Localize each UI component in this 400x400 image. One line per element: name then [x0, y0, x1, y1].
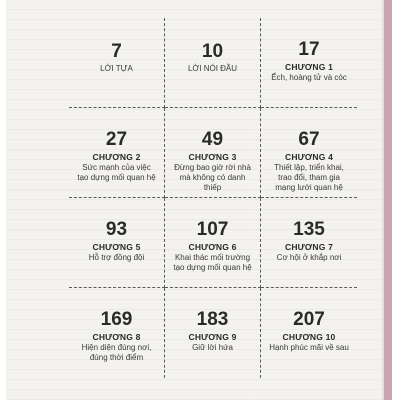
page-number: 183 [196, 309, 229, 330]
toc-entry-chapter-4 [261, 108, 357, 198]
chapter-label: CHƯƠNG 7 [284, 242, 334, 252]
entry-title: Cơ hội ở khắp nơi [276, 253, 342, 262]
entry-title: Đừng bao giờ rời nhà mà không có danh thiếp [174, 163, 251, 192]
page-number: 67 [298, 129, 320, 150]
entry-title: Ếch, hoàng tử và cóc [271, 73, 347, 82]
page-number: 207 [293, 309, 325, 330]
chapter-label: CHƯƠNG 3 [188, 152, 237, 162]
chapter-label: CHƯƠNG 4 [284, 152, 334, 162]
chapter-label: CHƯƠNG 2 [92, 152, 141, 162]
toc-entry-chapter-9 [165, 288, 261, 378]
entry-title: Hiện diện đúng nơi, đúng thời điểm [81, 343, 152, 362]
chapter-label: CHƯƠNG 6 [188, 242, 237, 252]
book-page [6, 0, 392, 400]
page-number: 93 [105, 219, 128, 240]
entry-title: LỜI NÓI ĐẦU [187, 64, 238, 73]
table-of-contents [69, 18, 357, 378]
page-number: 7 [111, 41, 122, 62]
chapter-label: CHƯƠNG 8 [92, 332, 141, 342]
entry-title: Hạnh phúc mãi về sau [269, 343, 349, 352]
entry-title: LỜI TỰA [100, 64, 133, 73]
toc-entry-chapter-7 [261, 198, 357, 288]
entry-title: Hỗ trợ đồng đội [88, 253, 145, 262]
page-number: 135 [293, 219, 325, 240]
toc-entry-chapter-6 [165, 198, 261, 288]
toc-entry-foreword [69, 18, 165, 108]
toc-entry-chapter-2 [69, 108, 165, 198]
page-number: 17 [298, 39, 320, 60]
chapter-label: CHƯƠNG 1 [284, 62, 334, 72]
entry-title: Sức mạnh của việc tạo dựng mối quan hệ [77, 163, 156, 182]
chapter-label: CHƯƠNG 5 [92, 242, 141, 252]
entry-title: Khai thác mối trường tạo dựng mối quan hệ [173, 253, 252, 272]
chapter-label: CHƯƠNG 10 [282, 332, 336, 342]
page-number: 27 [105, 129, 128, 150]
toc-entry-introduction [165, 18, 261, 108]
toc-entry-chapter-10 [261, 288, 357, 378]
book-edge-accent [384, 0, 392, 400]
chapter-label: CHƯƠNG 9 [188, 332, 237, 342]
entry-title: Giữ lời hứa [192, 343, 233, 352]
toc-entry-chapter-1 [261, 18, 357, 108]
entry-title: Thiết lập, triển khai, trao đổi, tham gia mạng lưới quan hệ [274, 163, 344, 192]
page-number: 169 [100, 309, 133, 330]
toc-entry-chapter-3 [165, 108, 261, 198]
page-number: 107 [196, 219, 229, 240]
toc-entry-chapter-8 [69, 288, 165, 378]
page-number: 10 [201, 41, 224, 62]
page-number: 49 [201, 129, 224, 150]
toc-entry-chapter-5 [69, 198, 165, 288]
